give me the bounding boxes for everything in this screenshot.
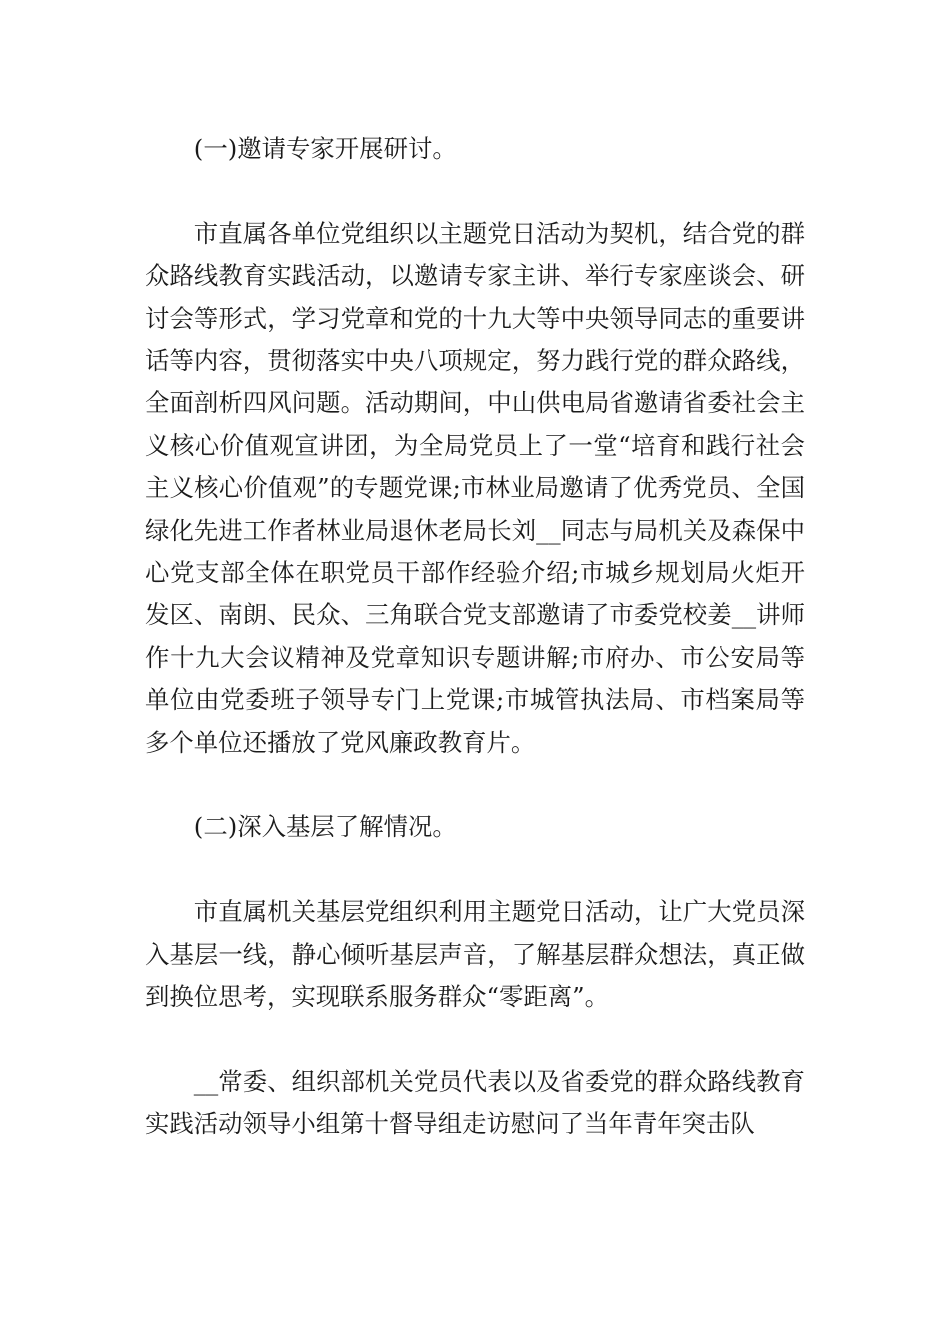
section-heading-1: (一)邀请专家开展研讨。 [193, 134, 457, 163]
body-paragraph-3: __常委、组织部机关党员代表以及省委党的群众路线教育实践活动领导小组第十督导组走访慰问了当年青年突击队 [145, 1066, 805, 1139]
document-page [145, 128, 805, 1188]
section-heading-2: (二)深入基层了解情况。 [193, 812, 457, 842]
body-paragraph-2: 市直属机关基层党组织利用主题党日活动，让广大党员深入基层一线，静心倾听基层声音，了解基层群众想法，真正做到换位思考，实现联系服务群众“零距离”。 [145, 897, 805, 1012]
body-paragraph-1: 市直属各单位党组织以主题党日活动为契机，结合党的群众路线教育实践活动，以邀请专家主讲、举行专家座谈会、研讨会等形式，学习党章和党的十九大等中央领导同志的重要讲话等内容，贯彻落实中央八项规定，努力践行党的群众路线，全面剖析四风问题。活动期间，中山供电局省邀请省委社会主义核心价值观宣讲团，为全局党员上了一堂“培育和践行社会主义核心价值观”的专题党课;市林业局邀请了优秀党员、全国绿化先进工作者林业局退休老局长刘__同志与局机关及森保中心党支部全体在职党员干部作经验介绍;市城乡规划局火炬开发区、南朗、民众、三角联合党支部邀请了市委党校姜__讲师作十九大会议精神及党章知识专题讲解;市府办、市公安局等单位由党委班子领导专门上党课;市城管执法局、市档案局等多个单位还播放了党风廉政教育片。 [145, 218, 805, 757]
